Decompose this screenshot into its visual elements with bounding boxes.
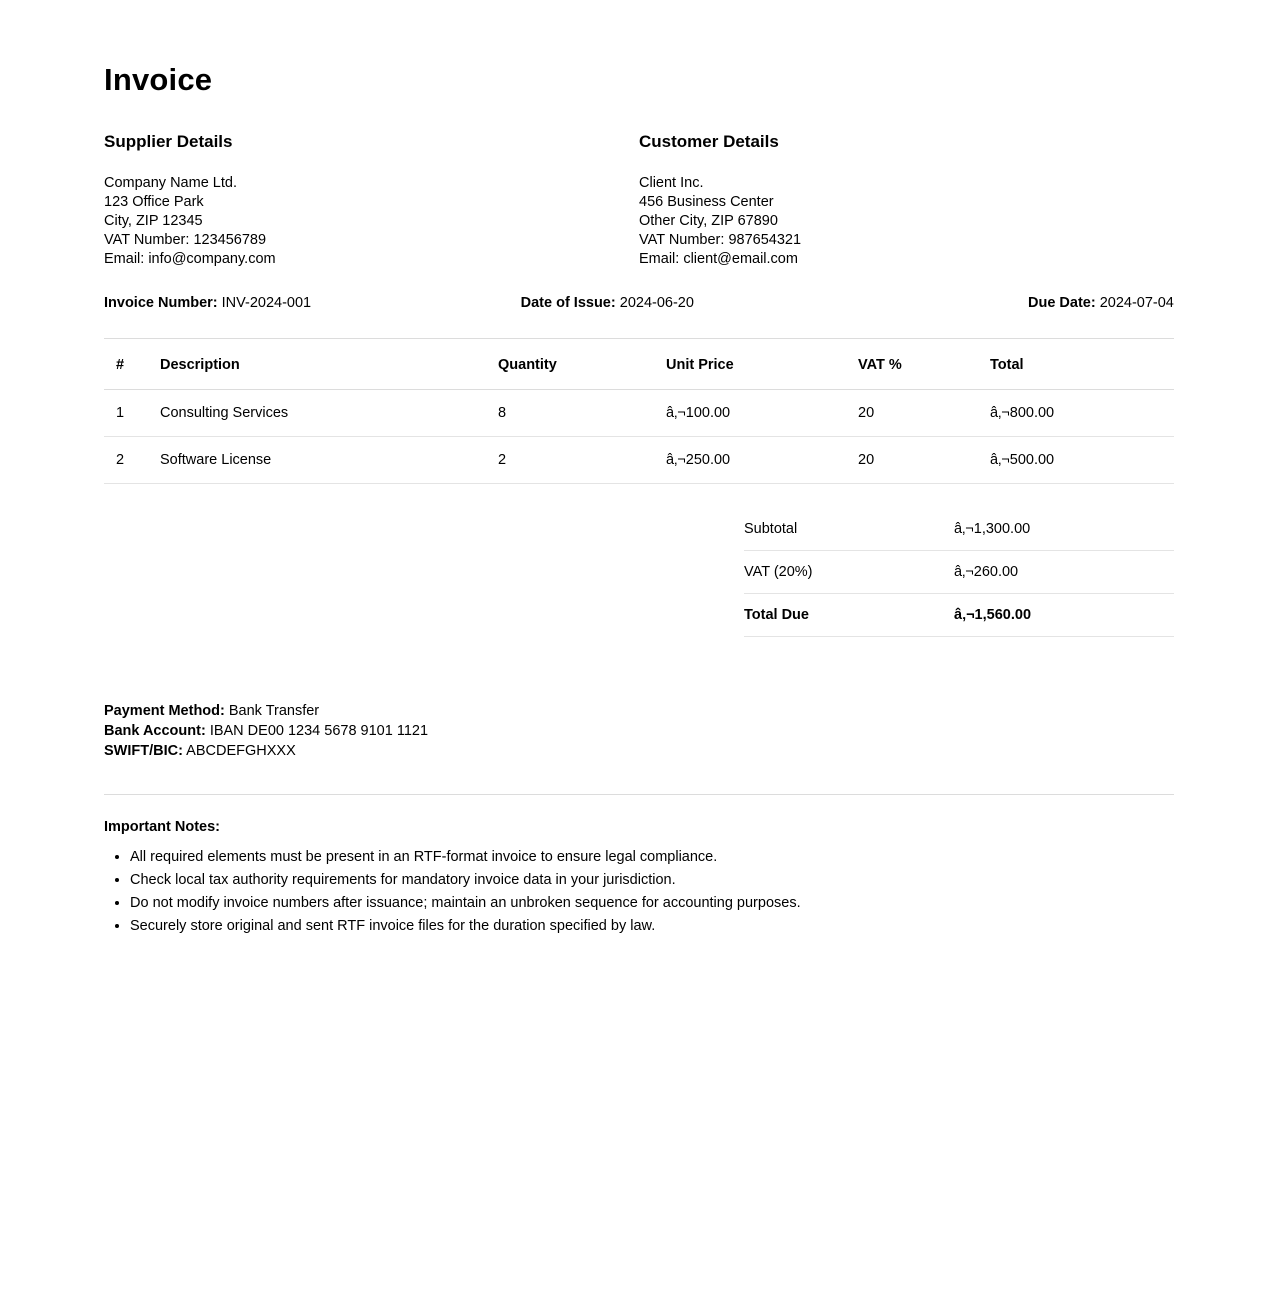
customer-line: Client Inc. [639,175,704,191]
supplier-line: Email: info@company.com [104,251,276,267]
parties-section [104,132,1174,269]
header-quantity: Quantity [498,339,666,390]
payment-method [104,701,1174,721]
header-total: Total [990,339,1174,390]
table-row [104,437,1174,484]
total-due-value: â‚¬1,560.00 [954,594,1174,637]
header-unit-price: Unit Price [666,339,858,390]
customer-details [639,132,1174,269]
customer-line: Email: client@email.com [639,251,798,267]
totals-row-total-due [744,594,1174,637]
cell-quantity: 2 [498,437,666,484]
notes-heading: Important Notes: [104,819,220,835]
customer-heading: Customer Details [639,132,779,151]
date-of-issue-label: Date of Issue: [520,295,616,311]
invoice-meta [104,295,1174,311]
payment-method-label: Payment Method: [104,703,225,719]
cell-quantity: 8 [498,390,666,437]
swift-bic [104,741,1174,761]
supplier-line: City, ZIP 12345 [104,213,203,229]
vat-value: â‚¬260.00 [954,551,1174,594]
invoice-number-label: Invoice Number: [104,295,218,311]
cell-unit-price: â‚¬100.00 [666,390,858,437]
list-item: • All required elements must be present in an RTF-format invoice to ensure legal compliance. [130,847,1174,868]
subtotal-value: â‚¬1,300.00 [954,508,1174,551]
notes-divider [104,794,1174,795]
table-row [104,390,1174,437]
page-title: Invoice [104,62,213,97]
date-of-issue [461,295,818,311]
header-description: Description [160,339,498,390]
cell-total: â‚¬500.00 [990,437,1174,484]
totals-section [104,508,1174,637]
cell-description: Software License [160,437,498,484]
customer-line: 456 Business Center [639,194,774,210]
swift-bic-value: ABCDEFGHXXX [186,743,296,759]
supplier-details [104,132,639,269]
payment-details [104,701,1174,761]
table-header-row [104,339,1174,390]
due-date-label: Due Date: [1027,295,1096,311]
cell-num: 1 [104,390,160,437]
vat-label: VAT (20%) [744,551,954,594]
notes-list [104,847,1174,937]
supplier-heading: Supplier Details [104,132,233,151]
invoice-number [104,295,461,311]
supplier-line: Company Name Ltd. [104,175,237,191]
header-num: # [104,339,160,390]
cell-unit-price: â‚¬250.00 [666,437,858,484]
cell-total: â‚¬800.00 [990,390,1174,437]
totals-row-vat [744,551,1174,594]
cell-num: 2 [104,437,160,484]
total-due-label: Total Due [744,594,954,637]
list-item: • Securely store original and sent RTF invoice files for the duration specified by law. [130,916,1174,937]
list-item: • Check local tax authority requirements for mandatory invoice data in your jurisdiction. [130,870,1174,891]
customer-line: Other City, ZIP 67890 [639,213,778,229]
swift-bic-label: SWIFT/BIC: [104,743,183,759]
customer-line: VAT Number: 987654321 [639,232,802,248]
header-vat: VAT % [858,339,990,390]
payment-method-value: Bank Transfer [228,703,320,719]
supplier-line: VAT Number: 123456789 [104,232,267,248]
due-date-value: 2024-07-04 [1099,295,1174,311]
totals-row-subtotal [744,508,1174,551]
invoice-number-value: INV-2024-001 [221,295,312,311]
cell-vat: 20 [858,437,990,484]
bank-account-value: IBAN DE00 1234 5678 9101 1121 [209,723,429,739]
supplier-line: 123 Office Park [104,194,204,210]
cell-vat: 20 [858,390,990,437]
subtotal-label: Subtotal [744,508,954,551]
list-item: • Do not modify invoice numbers after issuance; maintain an unbroken sequence for accounting purposes. [130,893,1174,914]
bank-account-label: Bank Account: [104,723,206,739]
totals-table [744,508,1174,637]
cell-description: Consulting Services [160,390,498,437]
line-items-table [104,339,1174,484]
bank-account [104,721,1174,741]
date-of-issue-value: 2024-06-20 [619,295,694,311]
due-date [817,295,1174,311]
